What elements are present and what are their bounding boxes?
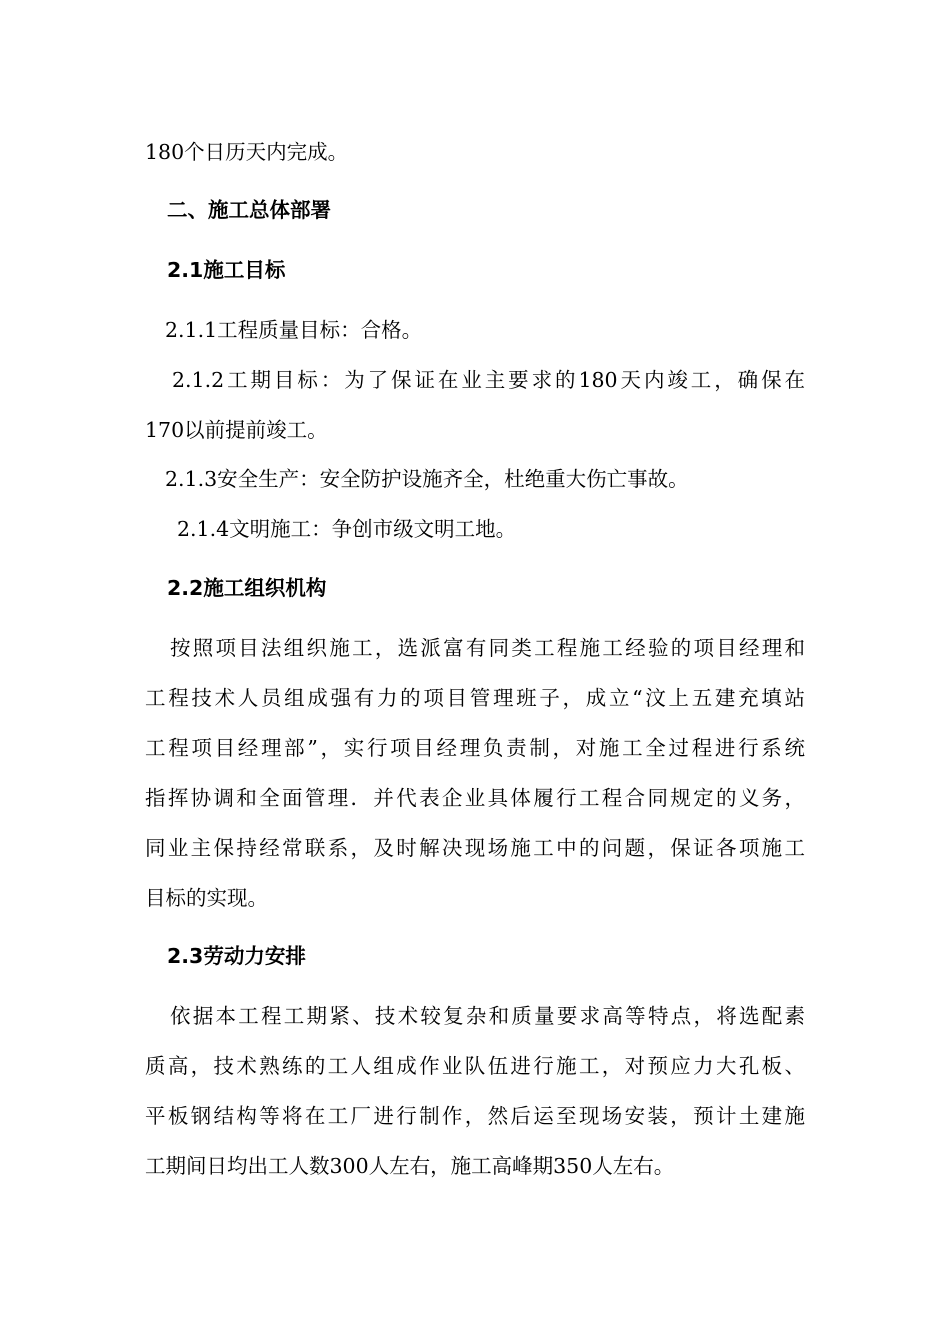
- paragraph-line: 平板钢结构等将在工厂进行制作，然后运至现场安装，预计土建施: [145, 1104, 805, 1128]
- paragraph-line: 180个日历天内完成。: [145, 140, 349, 164]
- paragraph-line: 2.1.1工程质量目标：合格。: [165, 318, 423, 342]
- paragraph-line: 工期间日均出工人数300人左右，施工高峰期350人左右。: [145, 1154, 675, 1178]
- paragraph-line: 2.1.3安全生产：安全防护设施齐全，杜绝重大伤亡事故。: [165, 467, 689, 491]
- paragraph-line: 按照项目法组织施工，选派富有同类工程施工经验的项目经理和: [170, 636, 805, 660]
- paragraph-line: 指挥协调和全面管理．并代表企业具体履行工程合同规定的义务，: [145, 786, 805, 810]
- paragraph-line: 质高，技术熟练的工人组成作业队伍进行施工，对预应力大孔板、: [145, 1054, 805, 1078]
- subsection-heading: 2.1施工目标: [167, 258, 286, 282]
- paragraph-line: 依据本工程工期紧、技术较复杂和质量要求高等特点，将选配素: [170, 1004, 805, 1028]
- section-heading: 二、施工总体部署: [167, 198, 331, 222]
- paragraph-line: 2.1.2工期目标：为了保证在业主要求的180天内竣工，确保在: [172, 368, 805, 392]
- paragraph-line: 170以前提前竣工。: [145, 418, 328, 442]
- paragraph-line: 目标的实现。: [145, 886, 268, 910]
- paragraph-line: 工程技术人员组成强有力的项目管理班子，成立“汶上五建充填站: [145, 686, 805, 710]
- paragraph-line: 工程项目经理部”，实行项目经理负责制，对施工全过程进行系统: [145, 736, 805, 760]
- subsection-heading: 2.3劳动力安排: [167, 944, 306, 968]
- paragraph-line: 2.1.4文明施工：争创市级文明工地。: [177, 517, 517, 541]
- paragraph-line: 同业主保持经常联系，及时解决现场施工中的问题，保证各项施工: [145, 836, 805, 860]
- subsection-heading: 2.2施工组织机构: [167, 576, 327, 600]
